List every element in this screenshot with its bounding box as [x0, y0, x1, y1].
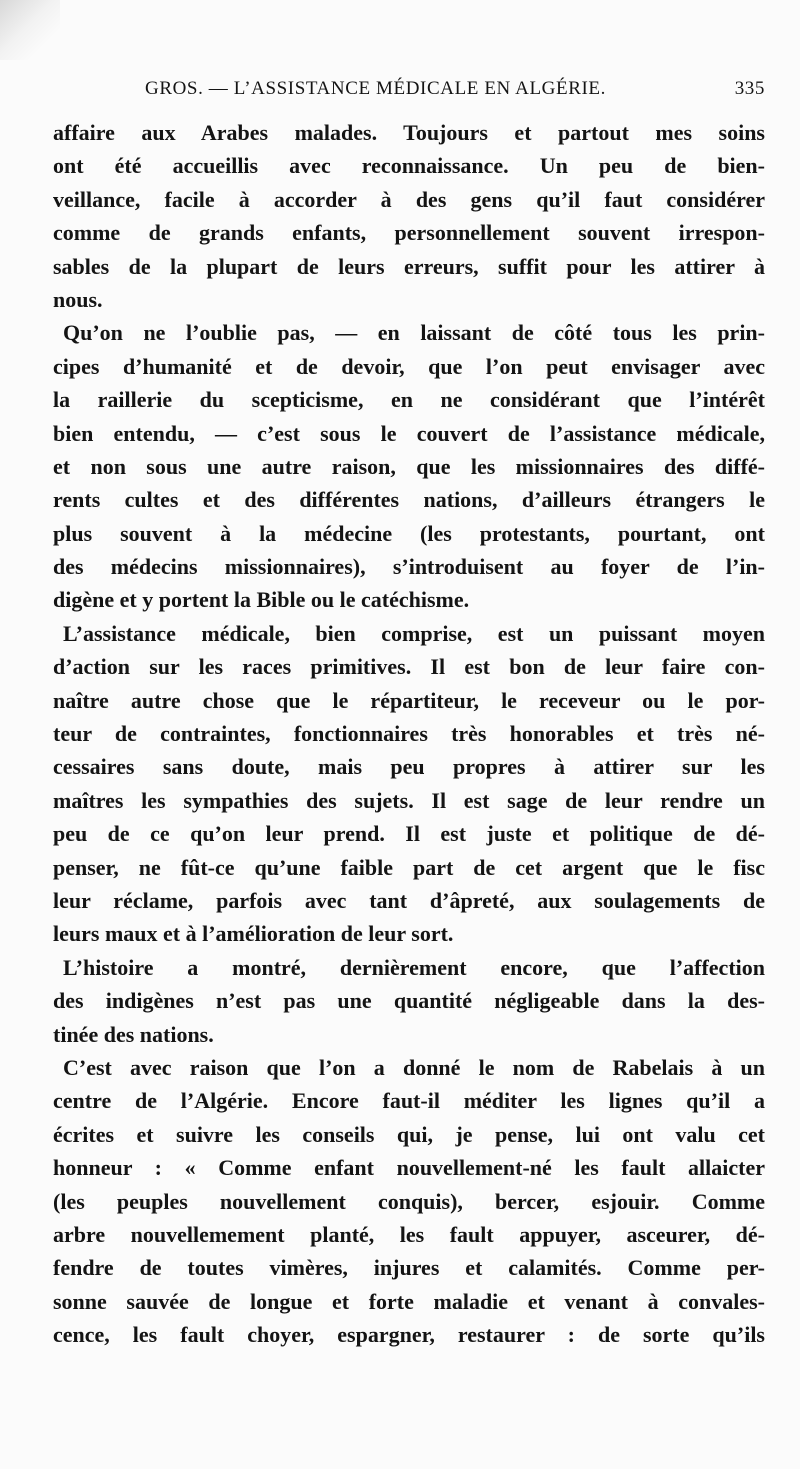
text-line: sables de la plupart de leurs erreurs, suffit pour les attirer à	[53, 253, 765, 279]
text-line: cipes d’humanité et de devoir, que l’on peut envisager avec	[53, 353, 765, 379]
text-line: plus souvent à la médecine (les protestants, pourtant, ont	[53, 520, 765, 546]
text-line: ont été accueillis avec reconnaissance. Un peu de bien-	[53, 153, 765, 179]
text-line: centre de l’Algérie. Encore faut-il méditer les lignes qu’il a	[53, 1088, 765, 1114]
text-line: arbre nouvellemement planté, les fault appuyer, asceurer, dé-	[53, 1221, 765, 1247]
text-line: maîtres les sympathies des sujets. Il est sage de leur rendre un	[53, 787, 765, 813]
text-line: digène et y portent la Bible ou le catéchisme.	[53, 587, 470, 613]
text-line: d’action sur les races primitives. Il est bon de leur faire con-	[53, 654, 765, 680]
text-line: C’est avec raison que l’on a donné le nom de Rabelais à un	[63, 1054, 765, 1080]
running-header	[145, 78, 765, 108]
text-line: peu de ce qu’on leur prend. Il est juste et politique de dé-	[53, 821, 765, 847]
text-line: nous.	[53, 286, 103, 312]
text-line: (les peuples nouvellement conquis), bercer, esjouir. Comme	[53, 1188, 765, 1214]
text-line: L’histoire a montré, dernièrement encore, que l’affection	[63, 954, 765, 980]
text-line: leurs maux et à l’amélioration de leur sort.	[53, 921, 454, 947]
text-line: honneur : « Comme enfant nouvellement-né les fault allaicter	[53, 1155, 765, 1181]
text-line: et non sous une autre raison, que les missionnaires des diffé-	[53, 453, 765, 479]
text-line: veillance, facile à accorder à des gens qu’il faut considérer	[53, 186, 765, 212]
text-line: comme de grands enfants, personnellement souvent irrespon-	[53, 220, 765, 246]
text-line: rents cultes et des différentes nations, d’ailleurs étrangers le	[53, 487, 765, 513]
page-number: 335	[734, 78, 765, 99]
text-line: teur de contraintes, fonctionnaires très honorables et très né-	[53, 721, 765, 747]
text-line: des médecins missionnaires), s’introduisent au foyer de l’in-	[53, 554, 765, 580]
text-line: écrites et suivre les conseils qui, je pense, lui ont valu cet	[53, 1121, 765, 1147]
body-text	[53, 116, 765, 1351]
text-line: tinée des nations.	[53, 1021, 214, 1047]
text-line: bien entendu, — c’est sous le couvert de l’assistance médicale,	[53, 420, 765, 446]
text-line: fendre de toutes vimères, injures et calamités. Comme per-	[53, 1255, 765, 1281]
text-line: leur réclame, parfois avec tant d’âpreté, aux soulagements de	[53, 887, 765, 913]
scan-shadow	[0, 0, 60, 60]
text-line: cence, les fault choyer, espargner, restaurer : de sorte qu’ils	[53, 1322, 765, 1348]
text-line: L’assistance médicale, bien comprise, est un puissant moyen	[63, 620, 765, 646]
running-title: GROS. — L’ASSISTANCE MÉDICALE EN ALGÉRIE.	[145, 78, 606, 99]
text-line: cessaires sans doute, mais peu propres à attirer sur les	[53, 754, 765, 780]
text-line: penser, ne fût-ce qu’une faible part de cet argent que le fisc	[53, 854, 765, 880]
text-line: naître autre chose que le répartiteur, le receveur ou le por-	[53, 687, 765, 713]
text-line: la raillerie du scepticisme, en ne considérant que l’intérêt	[53, 387, 765, 413]
text-line: sonne sauvée de longue et forte maladie et venant à convales-	[53, 1288, 765, 1314]
text-line: Qu’on ne l’oublie pas, — en laissant de côté tous les prin-	[63, 320, 765, 346]
text-line: affaire aux Arabes malades. Toujours et partout mes soins	[53, 120, 765, 145]
text-line: des indigènes n’est pas une quantité négligeable dans la des-	[53, 988, 765, 1014]
